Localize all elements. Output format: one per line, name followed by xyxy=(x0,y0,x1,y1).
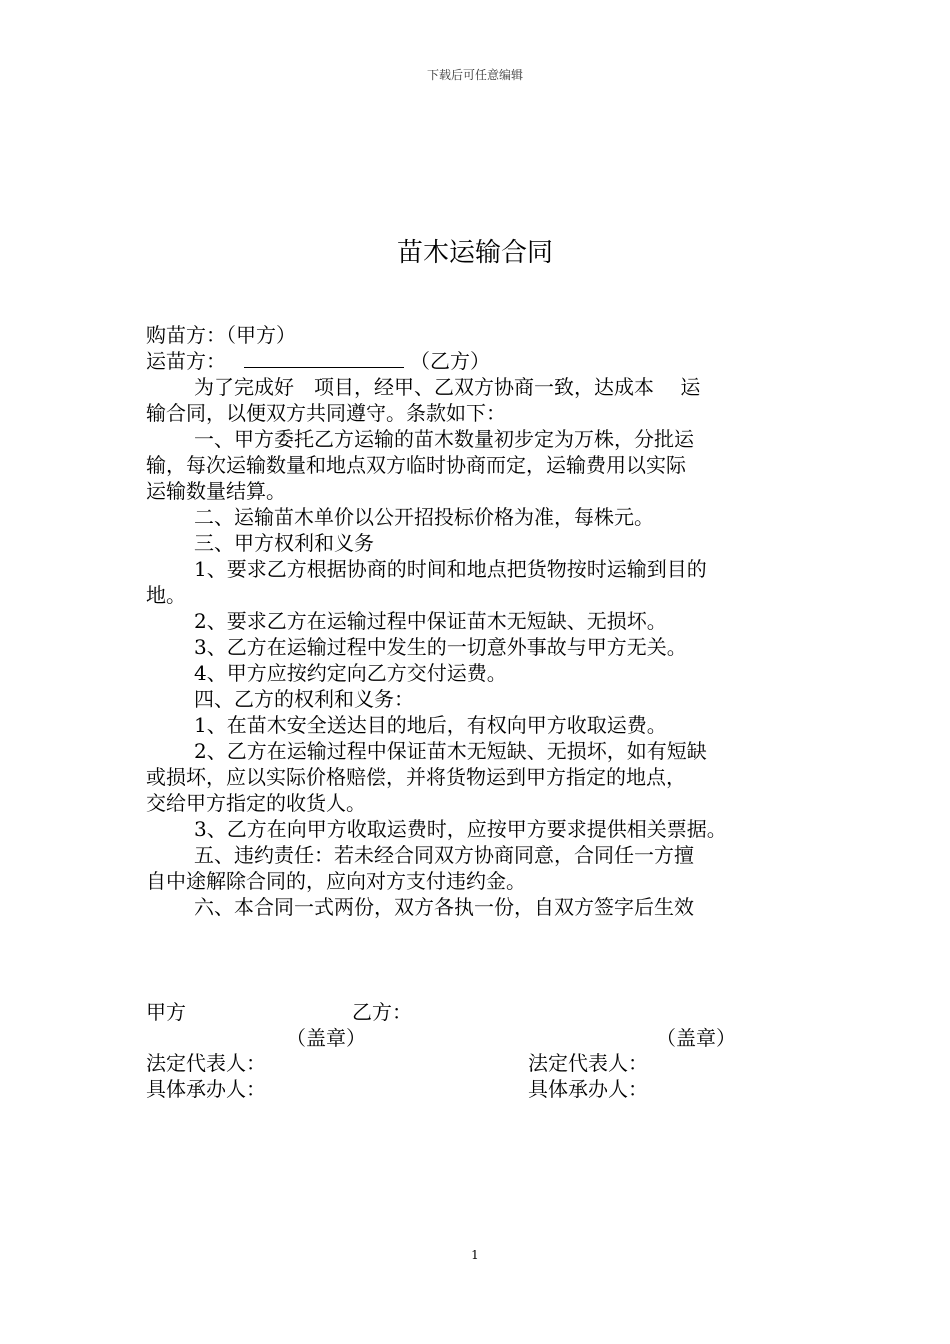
line-10: 1、要求乙方根据协商的时间和地点把货物按时运输到目的 xyxy=(194,557,707,581)
carrier-label: 运苗方： xyxy=(146,349,226,373)
legal-rep-b: 法定代表人： xyxy=(528,1051,648,1075)
line-21: 五、违约责任：若未经合同双方协商同意，合同任一方擅 xyxy=(194,843,694,867)
legal-rep-a: 法定代表人： xyxy=(146,1051,266,1075)
line-3: 为了完成好 项目，经甲、乙双方协商一致，达成本 运 xyxy=(194,375,701,399)
line-9: 三、甲方权利和义务 xyxy=(194,531,374,555)
line-8: 二、运输苗木单价以公开招投标价格为准，每株元。 xyxy=(194,505,654,529)
line-17: 2、乙方在运输过程中保证苗木无短缺、无损坏，如有短缺 xyxy=(194,739,707,763)
line-22: 自中途解除合同的，应向对方支付违约金。 xyxy=(146,869,526,893)
line-15: 四、乙方的权利和义务： xyxy=(194,687,414,711)
line-7: 运输数量结算。 xyxy=(146,479,286,503)
carrier-party: （乙方） xyxy=(410,349,490,373)
line-16: 1、在苗木安全送达目的地后，有权向甲方收取运费。 xyxy=(194,713,667,737)
header-note: 下载后可任意编辑 xyxy=(426,68,523,82)
document-title: 苗木运输合同 xyxy=(396,238,553,268)
line-18: 或损坏，应以实际价格赔偿，并将货物运到甲方指定的地点， xyxy=(146,765,686,789)
line-20: 3、乙方在向甲方收取运费时，应按甲方要求提供相关票据。 xyxy=(194,817,727,841)
line-5: 一、甲方委托乙方运输的苗木数量初步定为万株，分批运 xyxy=(194,427,694,451)
carrier-blank xyxy=(244,349,404,368)
contract-body xyxy=(146,322,806,920)
line-14: 4、甲方应按约定向乙方交付运费。 xyxy=(194,661,507,685)
party-b-label: 乙方： xyxy=(352,1000,412,1024)
line-13: 3、乙方在运输过程中发生的一切意外事故与甲方无关。 xyxy=(194,635,687,659)
party-a-label: 甲方 xyxy=(146,1000,186,1024)
line-23: 六、本合同一式两份，双方各执一份，自双方签字后生效 xyxy=(194,895,694,919)
line-4: 输合同，以便双方共同遵守。条款如下： xyxy=(146,401,506,425)
seal-a: （盖章） xyxy=(286,1026,366,1050)
line-buyer: 购苗方：（甲方） xyxy=(146,323,296,347)
seal-b: （盖章） xyxy=(656,1026,736,1050)
line-carrier xyxy=(146,348,806,374)
line-19: 交给甲方指定的收货人。 xyxy=(146,791,366,815)
line-11: 地。 xyxy=(146,583,186,607)
page-number: 1 xyxy=(471,1248,479,1262)
line-6: 输，每次运输数量和地点双方临时协商而定，运输费用以实际 xyxy=(146,453,686,477)
line-12: 2、要求乙方在运输过程中保证苗木无短缺、无损坏。 xyxy=(194,609,667,633)
handler-b: 具体承办人： xyxy=(528,1077,648,1101)
handler-a: 具体承办人： xyxy=(146,1077,266,1101)
